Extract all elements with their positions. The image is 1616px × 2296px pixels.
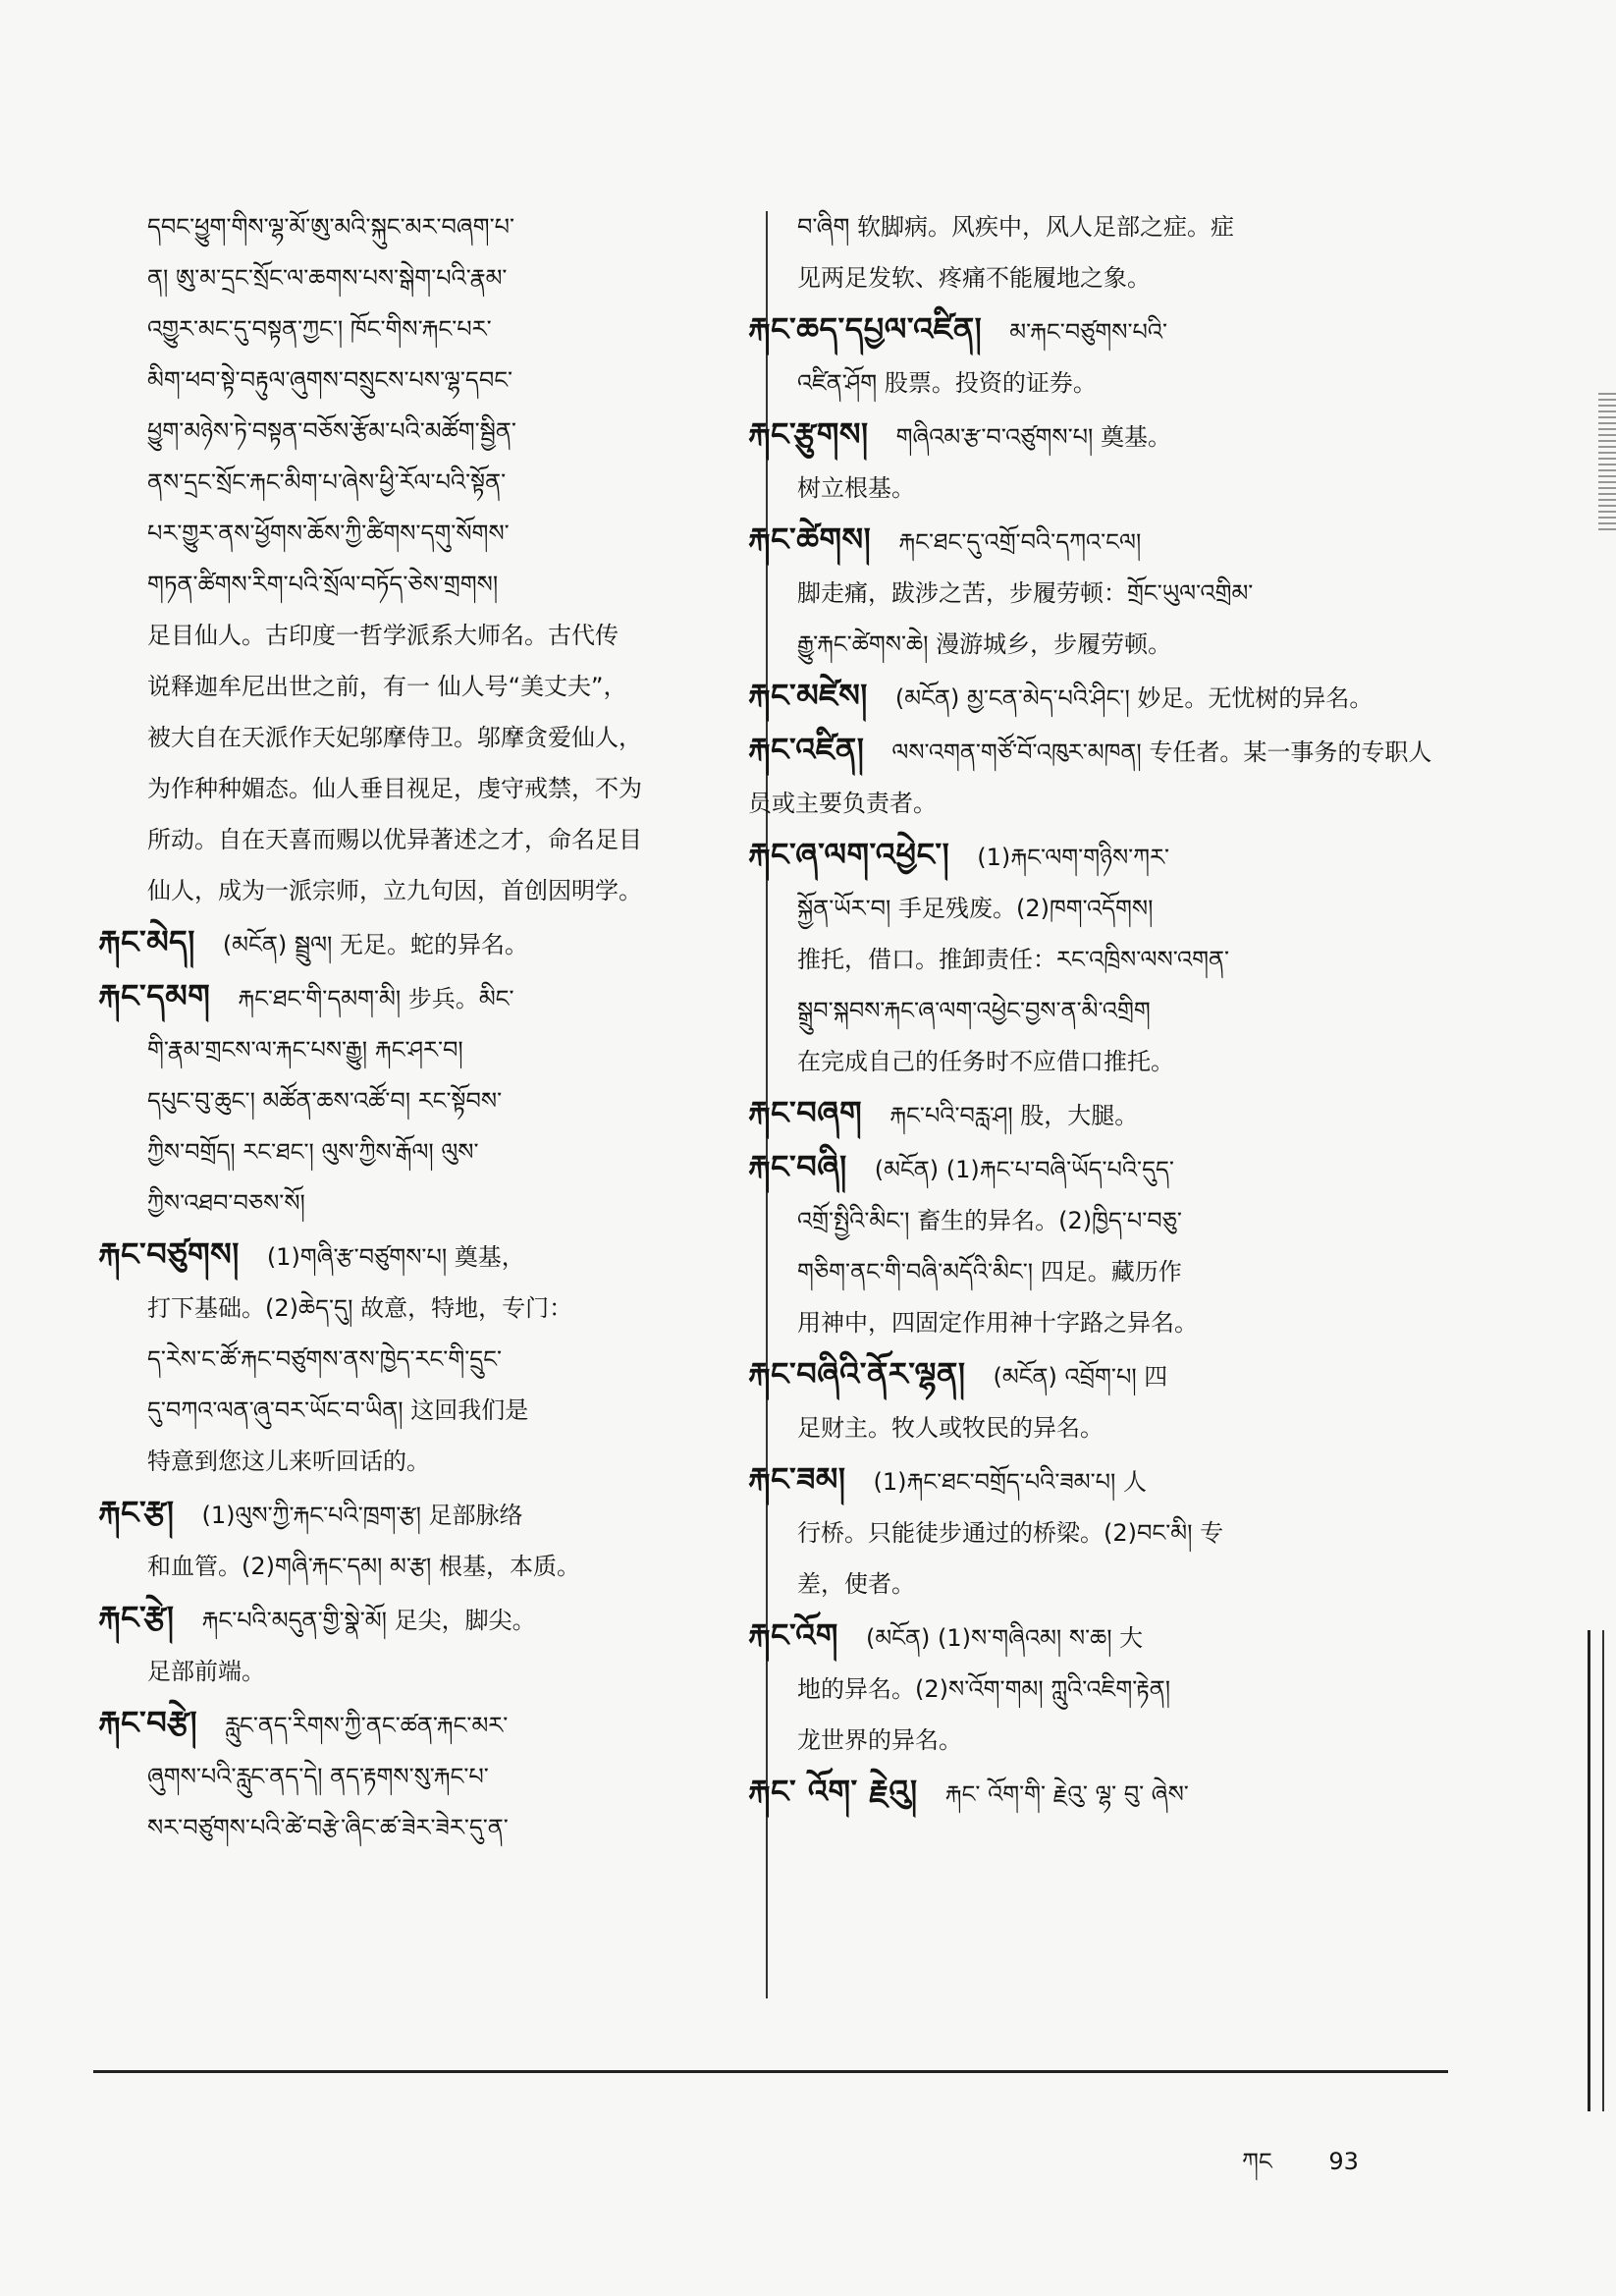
entry-first-line: [748, 1610, 1435, 1664]
headword: རྐང་འཛིན།: [748, 731, 865, 768]
entry-first-line: [748, 1141, 1435, 1195]
definition-line: 龙世界的异名。: [797, 1726, 962, 1754]
entry-first-line: [748, 829, 1435, 883]
entry-first-line: [748, 514, 1435, 568]
headword: རྐང་བཞི།: [748, 1148, 847, 1185]
scan-edge-marks: [1598, 393, 1616, 530]
dictionary-entry: [748, 1766, 1435, 1820]
text-line: 为作种种媚态。仙人垂目视足，虔守戒禁，不为: [147, 775, 642, 802]
definition-line: 在完成自己的任务时不应借口推托。: [797, 1048, 1174, 1075]
scan-edge-bar: [1588, 1630, 1604, 2111]
text-line: ན། ཨུ་མ་དྲང་སྲོང་ལ་ཆགས་པས་སྒེག་པའི་རྣམ་: [147, 264, 508, 292]
definition-text: རྐང་པའི་བརླ་ཤ། 股，大腿。: [889, 1102, 1139, 1129]
definition-text: (མངོན) འབྲོག་པ། 四: [993, 1363, 1168, 1391]
right-entry-list: [748, 303, 1435, 1820]
definition-line: འགྲོ་སྤྱིའི་མིང་། 畜生的异名。(2)ཁྱིད་པ་བཅུ་: [797, 1207, 1182, 1234]
dictionary-entry: [98, 1487, 746, 1592]
headword: རྐང་ཟམ།: [748, 1460, 846, 1498]
definition-line: 特意到您这儿来听回话的。: [147, 1448, 430, 1475]
definition-text: (1)རྐང་ཐང་བགྲོད་པའི་ཟམ་པ། 人: [873, 1468, 1147, 1496]
page-footer: [1242, 2136, 1408, 2202]
entry-first-line: [748, 1453, 1435, 1507]
definition-line: གཅིག་ནང་གི་བཞི་མདོའི་མིང་། 四足。藏历作: [797, 1258, 1182, 1285]
definition-text: (1)གཞི་རྩ་བཙུགས་པ། 奠基，: [266, 1243, 525, 1271]
dictionary-entry: [748, 1348, 1435, 1453]
entry-first-line: [98, 916, 746, 970]
entry-first-line: [748, 409, 1435, 463]
definition-text: ལས་འགན་གཙོ་བོ་འཁུར་མཁན། 专任者。某一事务的专职人员或主要负责者。: [748, 738, 1432, 817]
headword: རྐང་བཞིའི་ནོར་ལྷན།: [748, 1355, 966, 1393]
definition-text: མ་རྐང་བཙུགས་པའི་: [1009, 318, 1168, 346]
footer-rule: [93, 2070, 1448, 2073]
definition-line: 地的异名。(2)ས་འོག་གམ། ཀླུའི་འཇིག་རྟེན།: [797, 1675, 1171, 1703]
definition-line: 打下基础。(2)ཆེད་དུ། 故意，特地，专门：: [147, 1294, 573, 1322]
definition-text: རྐང་པའི་མདུན་གྱི་སྣེ་མོ། 足尖，脚尖。: [201, 1607, 536, 1634]
dictionary-entry: [748, 514, 1435, 670]
definition-line: དཔུང་བུ་ཆུང་། མཚོན་ཆས་འཚོ་བ། རང་སྟོབས་: [147, 1087, 503, 1115]
definition-line: 推托，借口。推卸责任：རང་འཁྲིས་ལས་འགན་: [797, 946, 1230, 973]
dictionary-entry: [748, 1087, 1435, 1141]
left-column: [98, 201, 746, 1853]
dictionary-entry: [748, 1141, 1435, 1348]
definition-line: སྒྲུབ་སྐབས་རྐང་ཞ་ལག་འཕྱེང་བྱས་ན་མི་འགྲིག: [797, 997, 1151, 1024]
entry-first-line: [748, 1766, 1435, 1820]
text-line: 足目仙人。古印度一哲学派系大师名。古代传: [147, 622, 619, 649]
text-line: བ་ཞིག 软脚病。风疾中，风人足部之症。症: [797, 213, 1235, 241]
dictionary-entry: [98, 1229, 746, 1487]
definition-text: རྐང་ཐང་གི་དམག་མི། 步兵。མིང་: [238, 985, 514, 1012]
headword: རྐང་རྩུགས།: [748, 415, 869, 453]
definition-line: 用神中，四固定作用神十字路之异名。: [797, 1309, 1198, 1337]
headword: རྐང་བཙུགས།: [98, 1235, 240, 1273]
entry-first-line: [748, 670, 1435, 724]
text-line: 仙人，成为一派宗师，立九句因，首创因明学。: [147, 877, 642, 904]
headword: རྐང་ཚེགས།: [748, 520, 872, 558]
definition-text: (1)རྐང་ལག་གཉིས་ཀར་: [977, 844, 1170, 871]
definition-line: སར་བཙུགས་པའི་ཚེ་བརྩེ་ཞིང་ཚ་ཟེར་ཟེར་དུ་ན་: [147, 1814, 509, 1841]
text-line: ནས་དྲང་སྲོང་རྐང་མིག་པ་ཞེས་ཕྱི་རོལ་པའི་སྟོན་: [147, 468, 507, 496]
definition-text: གཞིའམ་རྩ་བ་འཙུགས་པ། 奠基。: [895, 423, 1171, 451]
headword: རྐང་བཞག: [748, 1094, 863, 1131]
definition-text: རྐང་ཐང་དུ་འགྲོ་བའི་དཀའ་ངལ།: [898, 528, 1142, 556]
definition-line: དུ་བཀའ་ལན་ཞུ་བར་ཡོང་བ་ཡིན། 这回我们是: [147, 1396, 529, 1424]
definition-line: འཛིན་ཤོག 股票。投资的证券。: [797, 369, 1097, 397]
definition-line: ཞུགས་པའི་རླུང་ནད་དེ། ནད་རྟགས་སུ་རྐང་པ་: [147, 1763, 489, 1790]
dictionary-entry: [748, 1453, 1435, 1610]
headword: རྐང་བརྩེ།: [98, 1704, 198, 1741]
entry-first-line: [748, 303, 1435, 357]
definition-text: (མངོན) སྦྲུལ། 无足。蛇的异名。: [222, 931, 528, 958]
headword: རྐང་ཞ་ལག་འཕྱེང་།: [748, 836, 950, 873]
right-column: [748, 201, 1435, 1820]
definition-line: 差，使者。: [797, 1570, 915, 1598]
entry-first-line: [98, 970, 746, 1024]
definition-line: ཀྱིས་བགྲོད། རང་ཐང་། ལུས་ཀྱིས་རྒོལ། ལུས་: [147, 1138, 479, 1166]
definition-line: 脚走痛，跋涉之苦，步履劳顿：གྲོང་ཡུལ་འགྲིམ་: [797, 579, 1254, 607]
continued-entry-text: [147, 201, 746, 916]
text-line: 见两足发软、疼痛不能履地之象。: [797, 264, 1151, 292]
text-line: 说释迦牟尼出世之前，有一 仙人号“美丈夫”，: [147, 673, 627, 700]
definition-line: སྐྱོན་ཡོར་བ། 手足残废。(2)ཁག་འདོགས།: [797, 895, 1154, 922]
definition-text: (མངོན) (1)རྐང་པ་བཞི་ཡོད་པའི་དུད་: [874, 1156, 1174, 1183]
dictionary-entry: [748, 409, 1435, 514]
text-line: པར་གྱུར་ནས་ཕྱོགས་ཆོས་ཀྱི་ཚིགས་དགུ་སོགས་: [147, 519, 510, 547]
definition-line: 足财主。牧人或牧民的异名。: [797, 1414, 1104, 1442]
text-line: 所动。自在天喜而赐以优异著述之才，命名足目: [147, 826, 642, 853]
definition-text: རྐང་ འོག་གི་ རྗེའུ་ ལྷ་ བུ་ ཞེས་: [944, 1780, 1189, 1808]
entry-first-line: [98, 1592, 746, 1646]
headword: རྐང་རྩེ།: [98, 1599, 175, 1636]
text-line: གཏན་ཚིགས་རིག་པའི་སྲོལ་བཏོད་ཅེས་གྲགས།: [147, 571, 499, 598]
dictionary-entry: [748, 670, 1435, 724]
headword: རྐང་རྩ།: [98, 1494, 175, 1531]
definition-line: 行桥。只能徒步通过的桥梁。(2)བང་མི། 专: [797, 1519, 1224, 1547]
definition-text: (1)ལུས་ཀྱི་རྐང་པའི་ཁྲག་རྩ། 足部脉络: [201, 1502, 523, 1529]
continued-entry-text: [797, 201, 1435, 303]
definition-text: (མངོན) (1)ས་གཞིའམ། ས་ཆ། 大: [865, 1624, 1144, 1652]
dictionary-entry: [748, 1610, 1435, 1766]
dictionary-entry: [748, 829, 1435, 1087]
definition-line: རྒྱུ་རྐང་ཚེགས་ཆེ། 漫游城乡，步履劳顿。: [797, 630, 1172, 658]
left-entry-list: [98, 916, 746, 1853]
entry-first-line: [98, 1697, 746, 1751]
definition-text: རླུང་ནད་རིགས་ཀྱི་ནང་ཚན་རྐང་མར་: [225, 1712, 509, 1739]
dictionary-entry: [98, 916, 746, 970]
headword: རྐང་མཛེས།: [748, 677, 868, 714]
text-line: འགྱུར་མང་དུ་བསྟན་ཀྱང་། ཁོང་གིས་རྐང་པར་: [147, 315, 492, 343]
definition-line: ཀྱིས་འཐབ་བཅས་སོ།: [147, 1189, 305, 1217]
definition-line: 足部前端。: [147, 1658, 265, 1685]
dictionary-entry: [748, 303, 1435, 409]
definition-line: གི་རྣམ་གྲངས་ལ་རྐང་པས་རྒྱུ། རྐང་ཤར་བ།: [147, 1036, 463, 1064]
text-line: 被大自在天派作天妃邬摩侍卫。邬摩贪爱仙人，: [147, 724, 642, 751]
entry-first-line: [748, 1087, 1435, 1141]
text-line: མིག་ཕབ་སྟེ་བརྟུལ་ཞུགས་བསྲུངས་པས་ལྷ་དབང་: [147, 366, 513, 394]
definition-text: (མངོན) མྱ་ངན་མེད་པའི་ཤིང་། 妙足。无忧树的异名。: [894, 684, 1374, 712]
headword: རྐང་དམག: [98, 977, 211, 1014]
dictionary-entry: [98, 1697, 746, 1853]
section-label: ཀང: [1242, 2148, 1272, 2175]
headword: རྐང་ འོག་ རྗེའུ།: [748, 1773, 918, 1810]
entry-first-line: [98, 1487, 746, 1541]
dictionary-entry: [98, 1592, 746, 1697]
headword: རྐང་ཆད་དཔྱལ་འཛིན།: [748, 310, 983, 348]
text-line: དབང་ཕྱུག་གིས་ལྷ་མོ་ཨུ་མའི་སྐུང་མར་བཞག་པ་: [147, 213, 515, 241]
dictionary-entry: [748, 724, 1435, 829]
definition-line: 和血管。(2)གཞི་རྐང་དམ། མ་རྩ། 根基，本质。: [147, 1553, 580, 1580]
entry-first-line: [98, 1229, 746, 1283]
text-line: ཕྱུག་མཉེས་ཏེ་བསྟན་བཅོས་རྩོམ་པའི་མཚོག་སྦྱིན་: [147, 417, 516, 445]
page-number: 93: [1328, 2148, 1359, 2175]
entry-first-line: [748, 1348, 1435, 1402]
headword: རྐང་འོག: [748, 1616, 838, 1654]
definition-line: ད་རེས་ང་ཚོ་རྐང་བཙུགས་ནས་ཁྱེད་རང་གི་དྲུང་: [147, 1345, 503, 1373]
dictionary-entry: [98, 970, 746, 1229]
headword: རྐང་མེད།: [98, 923, 195, 960]
entry-first-line: [748, 724, 1435, 829]
definition-line: 树立根基。: [797, 474, 915, 502]
